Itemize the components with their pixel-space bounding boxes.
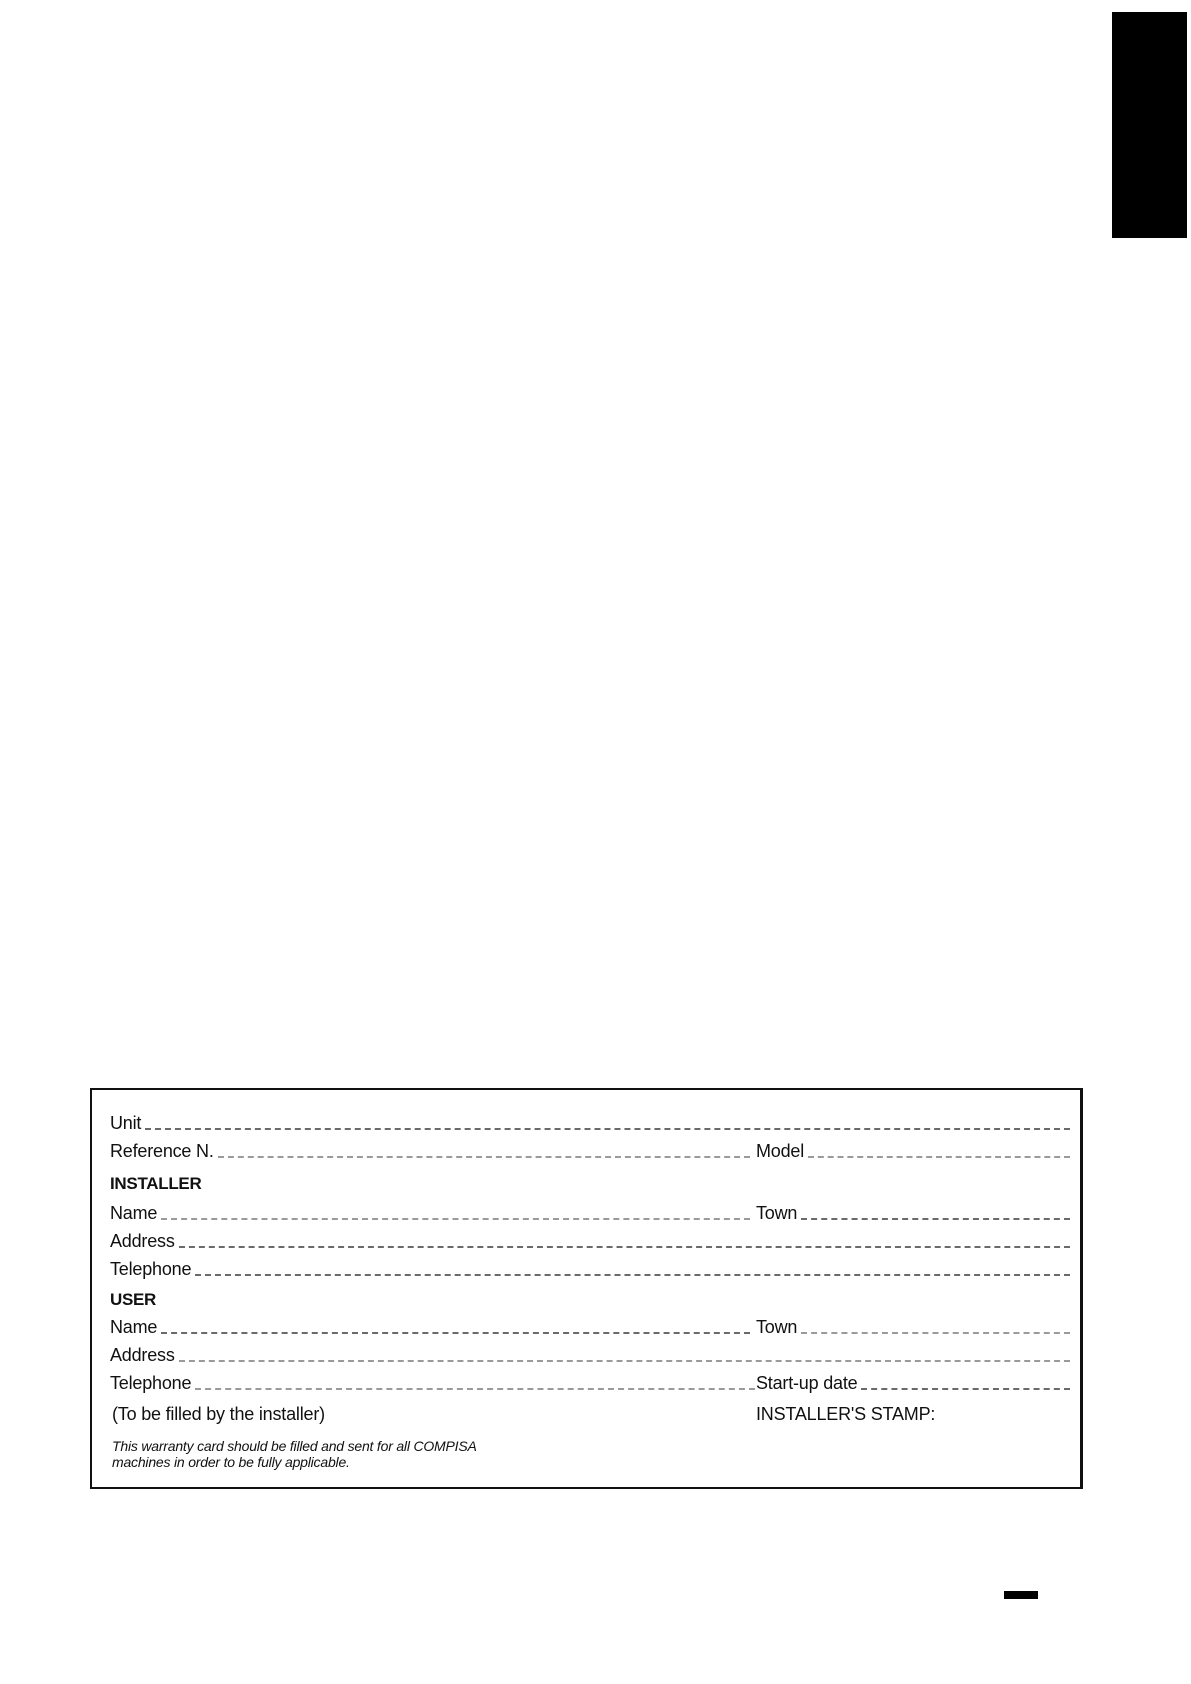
startup-date-field[interactable] bbox=[861, 1388, 1070, 1390]
installer-town-label: Town bbox=[756, 1203, 798, 1223]
installer-address-label: Address bbox=[110, 1231, 175, 1251]
startup-date-row bbox=[756, 1368, 1070, 1394]
page-number-dash bbox=[1004, 1591, 1038, 1599]
installer-name-row bbox=[110, 1198, 750, 1224]
user-name-row bbox=[110, 1312, 750, 1338]
user-address-field[interactable] bbox=[179, 1360, 1070, 1362]
user-telephone-label: Telephone bbox=[110, 1373, 192, 1393]
reference-field[interactable] bbox=[218, 1156, 750, 1158]
user-address-row bbox=[110, 1340, 1070, 1366]
user-name-label: Name bbox=[110, 1317, 158, 1337]
model-field[interactable] bbox=[808, 1156, 1070, 1158]
installer-telephone-field[interactable] bbox=[195, 1274, 1070, 1276]
unit-label: Unit bbox=[110, 1113, 142, 1133]
installer-name-field[interactable] bbox=[161, 1218, 750, 1220]
installer-town-field[interactable] bbox=[801, 1218, 1070, 1220]
user-heading: USER bbox=[110, 1290, 157, 1309]
model-row bbox=[756, 1136, 1070, 1162]
filled-by-note: (To be filled by the installer) bbox=[112, 1404, 325, 1424]
installer-stamp-label: INSTALLER'S STAMP: bbox=[756, 1404, 936, 1424]
side-tab-marker bbox=[1112, 12, 1187, 238]
installer-address-field[interactable] bbox=[179, 1246, 1070, 1248]
model-label: Model bbox=[756, 1141, 805, 1161]
warranty-card bbox=[90, 1088, 1083, 1489]
installer-heading: INSTALLER bbox=[110, 1174, 202, 1193]
reference-label: Reference N. bbox=[110, 1141, 214, 1161]
installer-name-label: Name bbox=[110, 1203, 158, 1223]
installer-town-row bbox=[756, 1198, 1070, 1224]
user-town-row bbox=[756, 1312, 1070, 1338]
warranty-note-line-1: This warranty card should be filled and sent for all COMPISA bbox=[112, 1438, 477, 1454]
unit-row bbox=[110, 1108, 1070, 1134]
warranty-note-line-2: machines in order to be fully applicable. bbox=[112, 1454, 350, 1470]
user-town-label: Town bbox=[756, 1317, 798, 1337]
user-telephone-row bbox=[110, 1368, 755, 1394]
installer-telephone-label: Telephone bbox=[110, 1259, 192, 1279]
user-telephone-field[interactable] bbox=[195, 1388, 755, 1390]
user-town-field[interactable] bbox=[801, 1332, 1070, 1334]
installer-telephone-row bbox=[110, 1254, 1070, 1280]
startup-date-label: Start-up date bbox=[756, 1373, 858, 1393]
reference-row bbox=[110, 1136, 750, 1162]
warranty-note bbox=[112, 1438, 477, 1470]
user-address-label: Address bbox=[110, 1345, 175, 1365]
user-name-field[interactable] bbox=[161, 1332, 750, 1334]
installer-address-row bbox=[110, 1226, 1070, 1252]
unit-field[interactable] bbox=[145, 1128, 1070, 1130]
